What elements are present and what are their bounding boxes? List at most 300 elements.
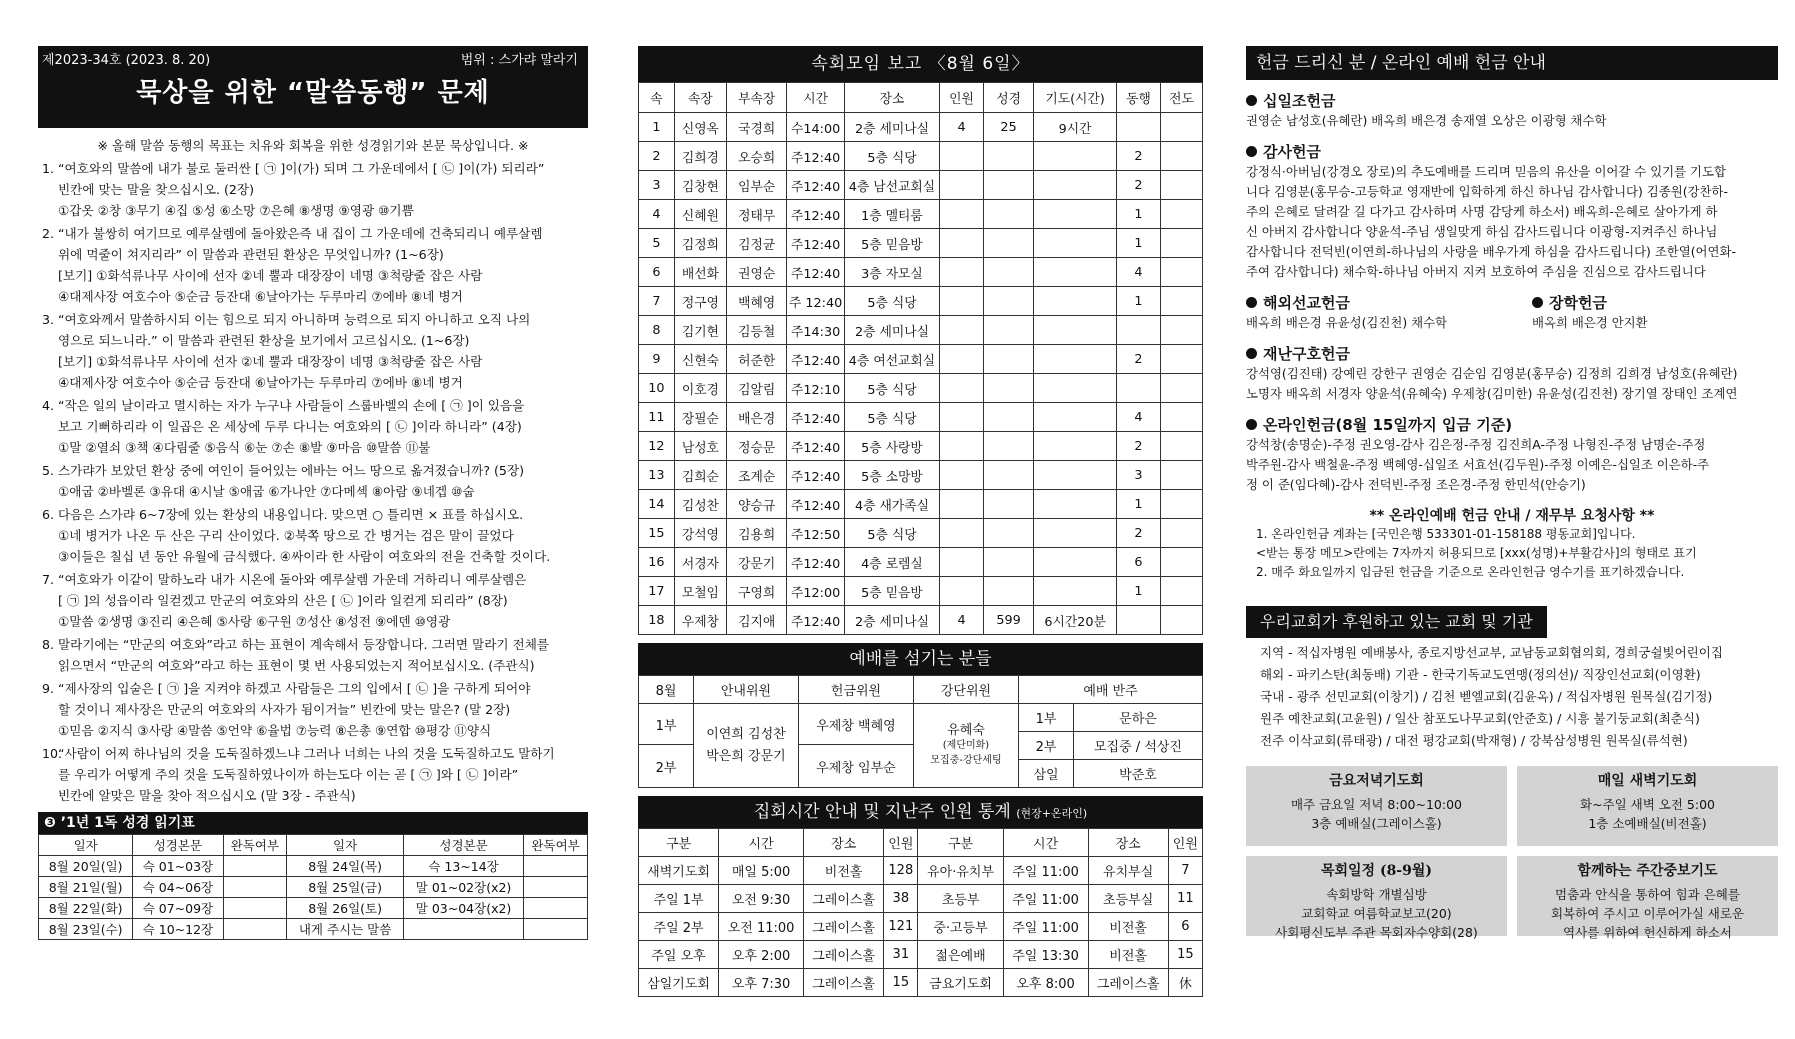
report-cell: 12 bbox=[639, 432, 675, 461]
stats-header: 장소 bbox=[804, 829, 884, 857]
report-cell: 김알림 bbox=[726, 374, 786, 403]
question-line: ③이들은 칠십 년 동안 유월에 금식했다. ④싸이라 한 사람이 여호와의 전을 건축할 것이다. bbox=[58, 549, 551, 564]
report-cell: 우제창 bbox=[674, 606, 726, 635]
stats-cell: 그레이스홀 bbox=[804, 885, 884, 913]
stats-cell: 15 bbox=[884, 969, 918, 997]
stats-header: 시간 bbox=[719, 829, 804, 857]
support-list bbox=[1246, 642, 1778, 752]
report-cell bbox=[984, 258, 1034, 287]
bullet-icon bbox=[1246, 95, 1257, 106]
tithe-names: 권영순 남성호(유혜란) 배옥희 배은경 송재열 오상은 이광형 채수학 bbox=[1246, 113, 1607, 128]
report-cell: 정승문 bbox=[726, 432, 786, 461]
report-cell bbox=[940, 548, 984, 577]
info-box-line: 사회평신도부 주관 목회자수양회(28) bbox=[1275, 925, 1478, 940]
worship-header-month: 8월 bbox=[639, 676, 694, 704]
question-item bbox=[38, 504, 588, 567]
report-cell: 배은경 bbox=[726, 403, 786, 432]
info-box-line: 3층 예배실(그레이스홀) bbox=[1311, 816, 1442, 831]
question-list bbox=[38, 158, 588, 806]
stats-cell: 유치부실 bbox=[1088, 857, 1168, 885]
reading-cell bbox=[524, 856, 588, 877]
report-cell: 10 bbox=[639, 374, 675, 403]
question-line: “여호와가 이같이 말하노라 내가 시온에 돌아와 예루살렘 가운데 거하리니 예루살렘은 bbox=[58, 572, 527, 587]
question-line: “내가 불쌍히 여기므로 예루살렘에 돌아왔은즉 내 집이 그 가운데에 건축되리니 예루살렘 bbox=[58, 226, 543, 241]
report-cell bbox=[940, 432, 984, 461]
stats-cell: 11 bbox=[1168, 885, 1202, 913]
tithe-heading: 십일조헌금 bbox=[1246, 90, 1778, 111]
guide-2: 박은희 강문기 bbox=[706, 748, 786, 764]
report-cell: 국경희 bbox=[726, 113, 786, 142]
stats-cell: 그레이스홀 bbox=[804, 941, 884, 969]
report-cell: 5층 식당 bbox=[844, 519, 939, 548]
mission-heading: 해외선교헌금 bbox=[1246, 292, 1492, 313]
question-item bbox=[38, 223, 588, 307]
info-box-line: 1층 소예배실(비전홀) bbox=[1588, 816, 1707, 831]
report-cell bbox=[940, 403, 984, 432]
report-cell: 2 bbox=[1117, 345, 1161, 374]
report-cell: 5층 식당 bbox=[844, 287, 939, 316]
table-row bbox=[639, 287, 1203, 316]
report-header: 성경 bbox=[984, 83, 1034, 113]
notice-line: 1. 온라인헌금 계좌는 [국민은행 533301-01-158188 평동교회]입니다. bbox=[1256, 527, 1636, 541]
report-cell: 14 bbox=[639, 490, 675, 519]
question-item bbox=[38, 460, 588, 502]
report-cell: 주 12:40 bbox=[787, 287, 845, 316]
report-cell bbox=[1034, 229, 1117, 258]
notice-text bbox=[1246, 525, 1778, 582]
reading-header: 일자 bbox=[39, 835, 133, 856]
stats-cell: 주일 11:00 bbox=[1003, 913, 1088, 941]
report-cell: 15 bbox=[639, 519, 675, 548]
report-cell: 18 bbox=[639, 606, 675, 635]
worship-servers-table bbox=[638, 675, 1203, 788]
report-cell: 허준한 bbox=[726, 345, 786, 374]
stats-header: 인원 bbox=[1168, 829, 1202, 857]
report-cell bbox=[940, 200, 984, 229]
report-cell: 주12:40 bbox=[787, 606, 845, 635]
guide-names bbox=[694, 704, 799, 788]
thanks-line: 주여 감사합니다) 채수학-하나님 아버지 지켜 보호하여 주심을 진심으로 감사드립니다 bbox=[1246, 264, 1706, 279]
report-cell bbox=[1117, 374, 1161, 403]
question-item bbox=[38, 158, 588, 221]
worship-header-accompanist: 예배 반주 bbox=[1019, 676, 1203, 704]
report-cell: 9시간 bbox=[1034, 113, 1117, 142]
reading-cell: 슥 07~09장 bbox=[133, 898, 223, 919]
report-cell: 김등철 bbox=[726, 316, 786, 345]
question-number: 7. bbox=[42, 572, 55, 587]
report-cell: 주12:40 bbox=[787, 200, 845, 229]
stats-title-text: 집회시간 안내 및 지난주 인원 통계 bbox=[753, 802, 1011, 822]
report-cell bbox=[984, 200, 1034, 229]
question-line: 다음은 스가랴 6~7장에 있는 환상의 내용입니다. 맞으면 ○ 틀리면 × 표를 하십시오. bbox=[58, 507, 524, 522]
report-cell bbox=[940, 316, 984, 345]
question-line: ①네 병거가 나온 두 산은 구리 산이었다. ②북쪽 땅으로 간 병거는 검은 말이 끌었다 bbox=[58, 528, 514, 543]
report-cell: 주12:40 bbox=[787, 345, 845, 374]
report-cell: 김정균 bbox=[726, 229, 786, 258]
reading-cell: 말 03~04장(x2) bbox=[403, 898, 523, 919]
reading-plan-table bbox=[38, 834, 588, 940]
report-cell bbox=[1160, 171, 1202, 200]
report-cell bbox=[984, 548, 1034, 577]
report-cell: 16 bbox=[639, 548, 675, 577]
info-boxes bbox=[1246, 766, 1778, 940]
acc-label-1: 1부 bbox=[1019, 704, 1074, 732]
question-line: 영으로 되느니라.” 이 말씀과 관련된 환상을 보기에서 고르십시오. (1~6장) bbox=[58, 333, 470, 348]
report-cell: 주12:40 bbox=[787, 490, 845, 519]
offering-2: 우제창 임부순 bbox=[799, 745, 914, 788]
report-cell: 1 bbox=[639, 113, 675, 142]
table-row bbox=[639, 941, 1203, 969]
acc-name-1: 문하은 bbox=[1074, 704, 1203, 732]
relief-line: 노명자 배옥희 서경자 양윤석(유혜숙) 우제창(김미한) 유윤성(김진천) 장기열 장태인 조계연 bbox=[1246, 386, 1738, 401]
report-cell bbox=[1034, 142, 1117, 171]
scholar-heading: 장학헌금 bbox=[1532, 292, 1778, 313]
question-number: 1. bbox=[42, 161, 55, 176]
report-cell: 신영옥 bbox=[674, 113, 726, 142]
stats-header: 장소 bbox=[1088, 829, 1168, 857]
report-cell: 5층 믿음방 bbox=[844, 577, 939, 606]
question-line: “여호와께서 말씀하시되 이는 힘으로 되지 아니하며 능력으로 되지 아니하고 오직 나의 bbox=[58, 312, 531, 327]
support-line: 원주 예찬교회(고윤원) / 일산 참포도나무교회(안준호) / 시흥 불기둥교회(최춘식) bbox=[1260, 711, 1700, 726]
reading-row bbox=[39, 898, 588, 919]
report-cell: 5층 식당 bbox=[844, 374, 939, 403]
bullet-icon bbox=[1246, 146, 1257, 157]
worship-header-altar: 강단위원 bbox=[914, 676, 1019, 704]
report-cell bbox=[1160, 519, 1202, 548]
info-box-title: 금요저녁기도회 bbox=[1329, 773, 1424, 789]
report-cell bbox=[940, 519, 984, 548]
table-row bbox=[639, 577, 1203, 606]
online-line: 강석창(송명순)-주정 권오영-감사 김은정-주정 김진희A-주정 나형진-주정 남명순-주정 bbox=[1246, 437, 1706, 452]
question-line: [보기] ①화석류나무 사이에 선자 ②네 뿔과 대장장이 네명 ③척량줄 잡은 사람 bbox=[58, 354, 483, 369]
report-header: 동행 bbox=[1117, 83, 1161, 113]
report-cell: 주12:40 bbox=[787, 229, 845, 258]
report-cell bbox=[984, 577, 1034, 606]
question-item bbox=[38, 634, 588, 676]
info-box bbox=[1246, 856, 1507, 940]
stats-cell: 주일 11:00 bbox=[1003, 857, 1088, 885]
stats-cell: 오후 2:00 bbox=[719, 941, 804, 969]
report-cell: 장필순 bbox=[674, 403, 726, 432]
stats-header: 인원 bbox=[884, 829, 918, 857]
report-cell: 1 bbox=[1117, 287, 1161, 316]
quiz-column bbox=[38, 0, 588, 940]
report-cell: 4 bbox=[940, 113, 984, 142]
table-row bbox=[639, 258, 1203, 287]
report-cell bbox=[940, 374, 984, 403]
reading-plan-title: ❸ ’1년 1독 성경 읽기표 bbox=[38, 812, 588, 834]
report-cell bbox=[1160, 461, 1202, 490]
info-box-title: 목회일정 (8-9월) bbox=[1320, 863, 1433, 879]
quiz-note: ※ 올해 말씀 동행의 목표는 치유와 회복을 위한 성경읽기와 본문 묵상입니다. ※ bbox=[97, 138, 529, 153]
reading-cell: 내게 주시는 말씀 bbox=[287, 919, 404, 940]
stats-cell: 유아·유치부 bbox=[918, 857, 1003, 885]
stats-cell: 중·고등부 bbox=[918, 913, 1003, 941]
table-row bbox=[639, 432, 1203, 461]
report-cell: 4 bbox=[1117, 258, 1161, 287]
online-names bbox=[1246, 435, 1778, 495]
report-cell: 7 bbox=[639, 287, 675, 316]
reading-cell: 8월 23일(수) bbox=[39, 919, 133, 940]
report-cell: 김창현 bbox=[674, 171, 726, 200]
report-cell: 강석영 bbox=[674, 519, 726, 548]
question-item bbox=[38, 569, 588, 632]
reading-row bbox=[39, 877, 588, 898]
report-cell: 4 bbox=[1117, 403, 1161, 432]
question-line: ①믿음 ②지식 ③사랑 ④말씀 ⑤언약 ⑥율법 ⑦능력 ⑧은총 ⑨연합 ⑩평강 ⑪양식 bbox=[58, 723, 492, 738]
reading-cell: 슥 10~12장 bbox=[133, 919, 223, 940]
report-cell: 1 bbox=[1117, 229, 1161, 258]
question-number: 9. bbox=[42, 681, 55, 696]
guide-1: 이연희 김성찬 bbox=[706, 726, 786, 742]
thanks-line: 신 아버지 감사합니다 양윤석-주님 생일맞게 하심 감사드립니다 이광형-지켜주신 하나님 bbox=[1246, 224, 1718, 239]
info-box-line: 역사를 위하여 헌신하게 하소서 bbox=[1563, 925, 1732, 940]
stats-title bbox=[638, 796, 1203, 828]
report-cell bbox=[940, 258, 984, 287]
report-cell bbox=[984, 403, 1034, 432]
table-row bbox=[639, 606, 1203, 635]
report-cell: 3 bbox=[1117, 461, 1161, 490]
report-cell: 김지애 bbox=[726, 606, 786, 635]
acc-label-2: 2부 bbox=[1019, 732, 1074, 760]
stats-cell: 31 bbox=[884, 941, 918, 969]
report-cell: 임부순 bbox=[726, 171, 786, 200]
support-line: 국내 - 광주 선민교회(이창기) / 김천 벧엘교회(김윤옥) / 적십자병원 원목실(김기정) bbox=[1260, 689, 1713, 704]
stats-cell: 주일 2부 bbox=[639, 913, 719, 941]
question-line: ①말씀 ②생명 ③진리 ④은혜 ⑤사랑 ⑥구원 ⑦성산 ⑧성전 ⑨에덴 ⑩영광 bbox=[58, 614, 451, 629]
report-cell bbox=[984, 461, 1034, 490]
report-cell: 모철임 bbox=[674, 577, 726, 606]
question-number: 4. bbox=[42, 398, 55, 413]
report-cell bbox=[940, 461, 984, 490]
online-line: 박주원-감사 백철윤-주정 백혜영-십일조 서효선(김두원)-주정 이예은-십일조 이은하-주 bbox=[1246, 457, 1710, 472]
table-row bbox=[639, 490, 1203, 519]
question-number: 10. bbox=[42, 746, 63, 761]
report-cell bbox=[1034, 374, 1117, 403]
reading-cell: 슥 01~03장 bbox=[133, 856, 223, 877]
report-cell: 5층 식당 bbox=[844, 142, 939, 171]
question-line: 를 우리가 어떻게 주의 것을 도둑질하였나이까 하는도다 이는 곧 [ ㉠ ]와 [ ㉡ ]이라” bbox=[58, 767, 519, 782]
report-cell: 주12:40 bbox=[787, 171, 845, 200]
thanks-line: 강정식·아버님(강경오 장로)의 추도예배를 드리며 믿음의 유산을 이어갈 수 있기를 기도합 bbox=[1246, 164, 1726, 179]
table-row bbox=[639, 171, 1203, 200]
report-cell bbox=[1160, 287, 1202, 316]
report-cell bbox=[984, 287, 1034, 316]
worship-servers-title: 예배를 섬기는 분들 bbox=[638, 643, 1203, 675]
report-cell: 2 bbox=[1117, 171, 1161, 200]
table-row bbox=[639, 345, 1203, 374]
report-cell: 5 bbox=[639, 229, 675, 258]
online-line: 정 이 준(임다혜)-감사 전덕빈-주정 조은경-주정 한민석(안승기) bbox=[1246, 477, 1586, 492]
stats-header: 구분 bbox=[639, 829, 719, 857]
report-cell: 서경자 bbox=[674, 548, 726, 577]
bullet-icon bbox=[1246, 419, 1257, 430]
relief-names bbox=[1246, 364, 1778, 404]
stats-cell: 주일 1부 bbox=[639, 885, 719, 913]
question-item bbox=[38, 678, 588, 741]
question-line: “제사장의 입술은 [ ㉠ ]을 지켜야 하겠고 사람들은 그의 입에서 [ ㉡ ]을 구하게 되어야 bbox=[58, 681, 531, 696]
info-box bbox=[1517, 766, 1778, 846]
reading-cell: 8월 22일(화) bbox=[39, 898, 133, 919]
report-cell bbox=[1117, 113, 1161, 142]
report-cell: 정구영 bbox=[674, 287, 726, 316]
report-cell: 4 bbox=[639, 200, 675, 229]
stats-cell: 121 bbox=[884, 913, 918, 941]
info-box-line: 매주 금요일 저녁 8:00~10:00 bbox=[1290, 797, 1462, 812]
stats-cell: 그레이스홀 bbox=[804, 913, 884, 941]
report-cell bbox=[940, 490, 984, 519]
report-cell: 3층 자모실 bbox=[844, 258, 939, 287]
report-cell bbox=[1160, 113, 1202, 142]
cell-report-table bbox=[638, 82, 1203, 635]
report-cell: 25 bbox=[984, 113, 1034, 142]
report-cell: 배선화 bbox=[674, 258, 726, 287]
stats-cell: 주일 오후 bbox=[639, 941, 719, 969]
report-cell bbox=[1034, 519, 1117, 548]
report-cell: 9 bbox=[639, 345, 675, 374]
report-cell bbox=[1160, 577, 1202, 606]
stats-cell: 비전홀 bbox=[1088, 941, 1168, 969]
report-cell bbox=[1160, 374, 1202, 403]
stats-subtitle: (현장+온라인) bbox=[1016, 807, 1088, 820]
report-header: 시간 bbox=[787, 83, 845, 113]
report-cell: 2 bbox=[1117, 432, 1161, 461]
reading-cell: 8월 26일(토) bbox=[287, 898, 404, 919]
question-line: [ ㉠ ]의 성읍이라 일컫겠고 만군의 여호와의 산은 [ ㉡ ]이라 일컫게 되리라” (8장) bbox=[58, 593, 508, 608]
stats-cell: 초등부실 bbox=[1088, 885, 1168, 913]
report-cell: 11 bbox=[639, 403, 675, 432]
report-cell: 김정희 bbox=[674, 229, 726, 258]
question-line: 말라기에는 “만군의 여호와”라고 하는 표현이 계속해서 등장합니다. 그러면 말라기 전체를 bbox=[58, 637, 550, 652]
report-cell: 8 bbox=[639, 316, 675, 345]
acc-label-3: 삼일 bbox=[1019, 760, 1074, 788]
relief-line: 강석영(김진태) 강예린 강한구 권영순 김순임 김영분(홍무승) 김정희 김희경 남성호(유혜란) bbox=[1246, 366, 1738, 381]
notice-title: ** 온라인예배 헌금 안내 / 재무부 요청사항 ** bbox=[1369, 508, 1655, 524]
stats-cell: 그레이스홀 bbox=[804, 969, 884, 997]
report-cell: 2층 세미나실 bbox=[844, 113, 939, 142]
stats-cell: 젊은예배 bbox=[918, 941, 1003, 969]
report-cell: 김희경 bbox=[674, 142, 726, 171]
question-number: 6. bbox=[42, 507, 55, 522]
report-cell bbox=[984, 519, 1034, 548]
bullet-icon bbox=[1532, 297, 1543, 308]
question-line: ①애굽 ②바벨론 ③유대 ④시날 ⑤애굽 ⑥가나안 ⑦다메섹 ⑧아람 ⑨네겝 ⑩숩 bbox=[58, 484, 475, 499]
question-item bbox=[38, 743, 588, 806]
acc-name-2: 모집중 / 석상진 bbox=[1074, 732, 1203, 760]
report-cell bbox=[1160, 229, 1202, 258]
info-box-line: 화~주일 새벽 오전 5:00 bbox=[1580, 797, 1715, 812]
report-cell: 김성찬 bbox=[674, 490, 726, 519]
reading-cell: 8월 21일(월) bbox=[39, 877, 133, 898]
question-line: “작은 일의 날이라고 멸시하는 자가 누구냐 사람들이 스룹바벨의 손에 [ ㉠ ]이 있음을 bbox=[58, 398, 525, 413]
thanks-line: 니다 김영분(홍무승-고등학교 영재반에 입학하게 하신 하나님 감사합니다) 김종원(강찬하- bbox=[1246, 184, 1728, 199]
report-cell bbox=[1160, 432, 1202, 461]
notice-line: <받는 통장 메모>란에는 7자까지 허용되므로 [xxx(성명)+부활감사]의 형태로 표기 bbox=[1256, 546, 1697, 560]
report-cell: 2 bbox=[1117, 142, 1161, 171]
worship-header-offering: 헌금위원 bbox=[799, 676, 914, 704]
report-cell bbox=[1160, 490, 1202, 519]
report-cell: 2층 세미나실 bbox=[844, 316, 939, 345]
report-cell: 주12:50 bbox=[787, 519, 845, 548]
thanks-heading: 감사헌금 bbox=[1246, 141, 1778, 162]
report-cell: 6 bbox=[1117, 548, 1161, 577]
question-number: 3. bbox=[42, 312, 55, 327]
report-cell bbox=[1160, 316, 1202, 345]
reading-cell: 8월 20일(일) bbox=[39, 856, 133, 877]
table-row bbox=[639, 316, 1203, 345]
issue-number: 제2023-34호 (2023. 8. 20) bbox=[42, 53, 211, 68]
reading-header: 완독여부 bbox=[223, 835, 287, 856]
report-cell: 1 bbox=[1117, 490, 1161, 519]
report-cell: 정태무 bbox=[726, 200, 786, 229]
report-cell: 2 bbox=[1117, 519, 1161, 548]
report-cell bbox=[940, 345, 984, 374]
reading-header: 성경본문 bbox=[133, 835, 223, 856]
stats-cell: 삼일기도회 bbox=[639, 969, 719, 997]
report-cell: 5층 소망방 bbox=[844, 461, 939, 490]
report-cell: 양승규 bbox=[726, 490, 786, 519]
question-line: ①말 ②열쇠 ③책 ④다림줄 ⑤음식 ⑥눈 ⑦손 ⑧발 ⑨마음 ⑩말씀 ⑪불 bbox=[58, 440, 431, 455]
info-box-title: 함께하는 주간중보기도 bbox=[1577, 863, 1718, 879]
info-box bbox=[1517, 856, 1778, 940]
report-cell bbox=[1034, 432, 1117, 461]
offering-title: 헌금 드리신 분 / 온라인 예배 헌금 안내 bbox=[1246, 46, 1778, 80]
bullet-icon bbox=[1246, 348, 1257, 359]
table-row bbox=[639, 142, 1203, 171]
table-row bbox=[639, 913, 1203, 941]
stats-cell: 休 bbox=[1168, 969, 1202, 997]
altar-name: 유혜숙 bbox=[947, 723, 985, 738]
report-cell bbox=[1034, 171, 1117, 200]
support-line: 해외 - 파키스탄(최동배) 기관 - 한국기독교도연맹(정의선)/ 직장인선교회(이영환) bbox=[1260, 667, 1701, 682]
report-cell: 구영희 bbox=[726, 577, 786, 606]
reading-header: 성경본문 bbox=[403, 835, 523, 856]
reading-cell: 말 01~02장(x2) bbox=[403, 877, 523, 898]
stats-cell: 비전홀 bbox=[1088, 913, 1168, 941]
support-title: 우리교회가 후원하고 있는 교회 및 기관 bbox=[1246, 606, 1547, 638]
report-cell: 주12:00 bbox=[787, 577, 845, 606]
report-cell bbox=[984, 374, 1034, 403]
table-row bbox=[639, 113, 1203, 142]
report-cell bbox=[1034, 461, 1117, 490]
report-column bbox=[638, 0, 1203, 997]
report-cell: 주12:40 bbox=[787, 403, 845, 432]
report-cell bbox=[940, 287, 984, 316]
question-number: 2. bbox=[42, 226, 55, 241]
report-cell bbox=[940, 142, 984, 171]
offering-1: 우제창 백혜영 bbox=[799, 704, 914, 745]
table-row bbox=[639, 403, 1203, 432]
table-row bbox=[639, 519, 1203, 548]
report-cell: 주12:40 bbox=[787, 461, 845, 490]
stats-cell: 오후 7:30 bbox=[719, 969, 804, 997]
report-cell bbox=[1034, 490, 1117, 519]
stats-cell: 새벽기도회 bbox=[639, 857, 719, 885]
relief-heading: 재난구호헌금 bbox=[1246, 343, 1778, 364]
report-cell bbox=[1034, 403, 1117, 432]
reading-cell bbox=[403, 919, 523, 940]
reading-cell bbox=[524, 919, 588, 940]
reading-range: 범위 : 스가랴 말라기 bbox=[460, 53, 578, 68]
stats-table bbox=[638, 828, 1203, 997]
report-cell: 6 bbox=[639, 258, 675, 287]
info-box-title: 매일 새벽기도회 bbox=[1597, 773, 1698, 789]
support-line: 지역 - 적십자병원 예배봉사, 종로지방선교부, 교남동교회협의회, 경희궁쉴빛어린이집 bbox=[1260, 645, 1723, 660]
stats-cell: 오후 8:00 bbox=[1003, 969, 1088, 997]
notice-line: 2. 매주 화요일까지 입금된 헌금을 기준으로 온라인헌금 영수기를 표기하겠습니다. bbox=[1256, 565, 1685, 579]
report-cell: 신혜원 bbox=[674, 200, 726, 229]
report-header: 부속장 bbox=[726, 83, 786, 113]
